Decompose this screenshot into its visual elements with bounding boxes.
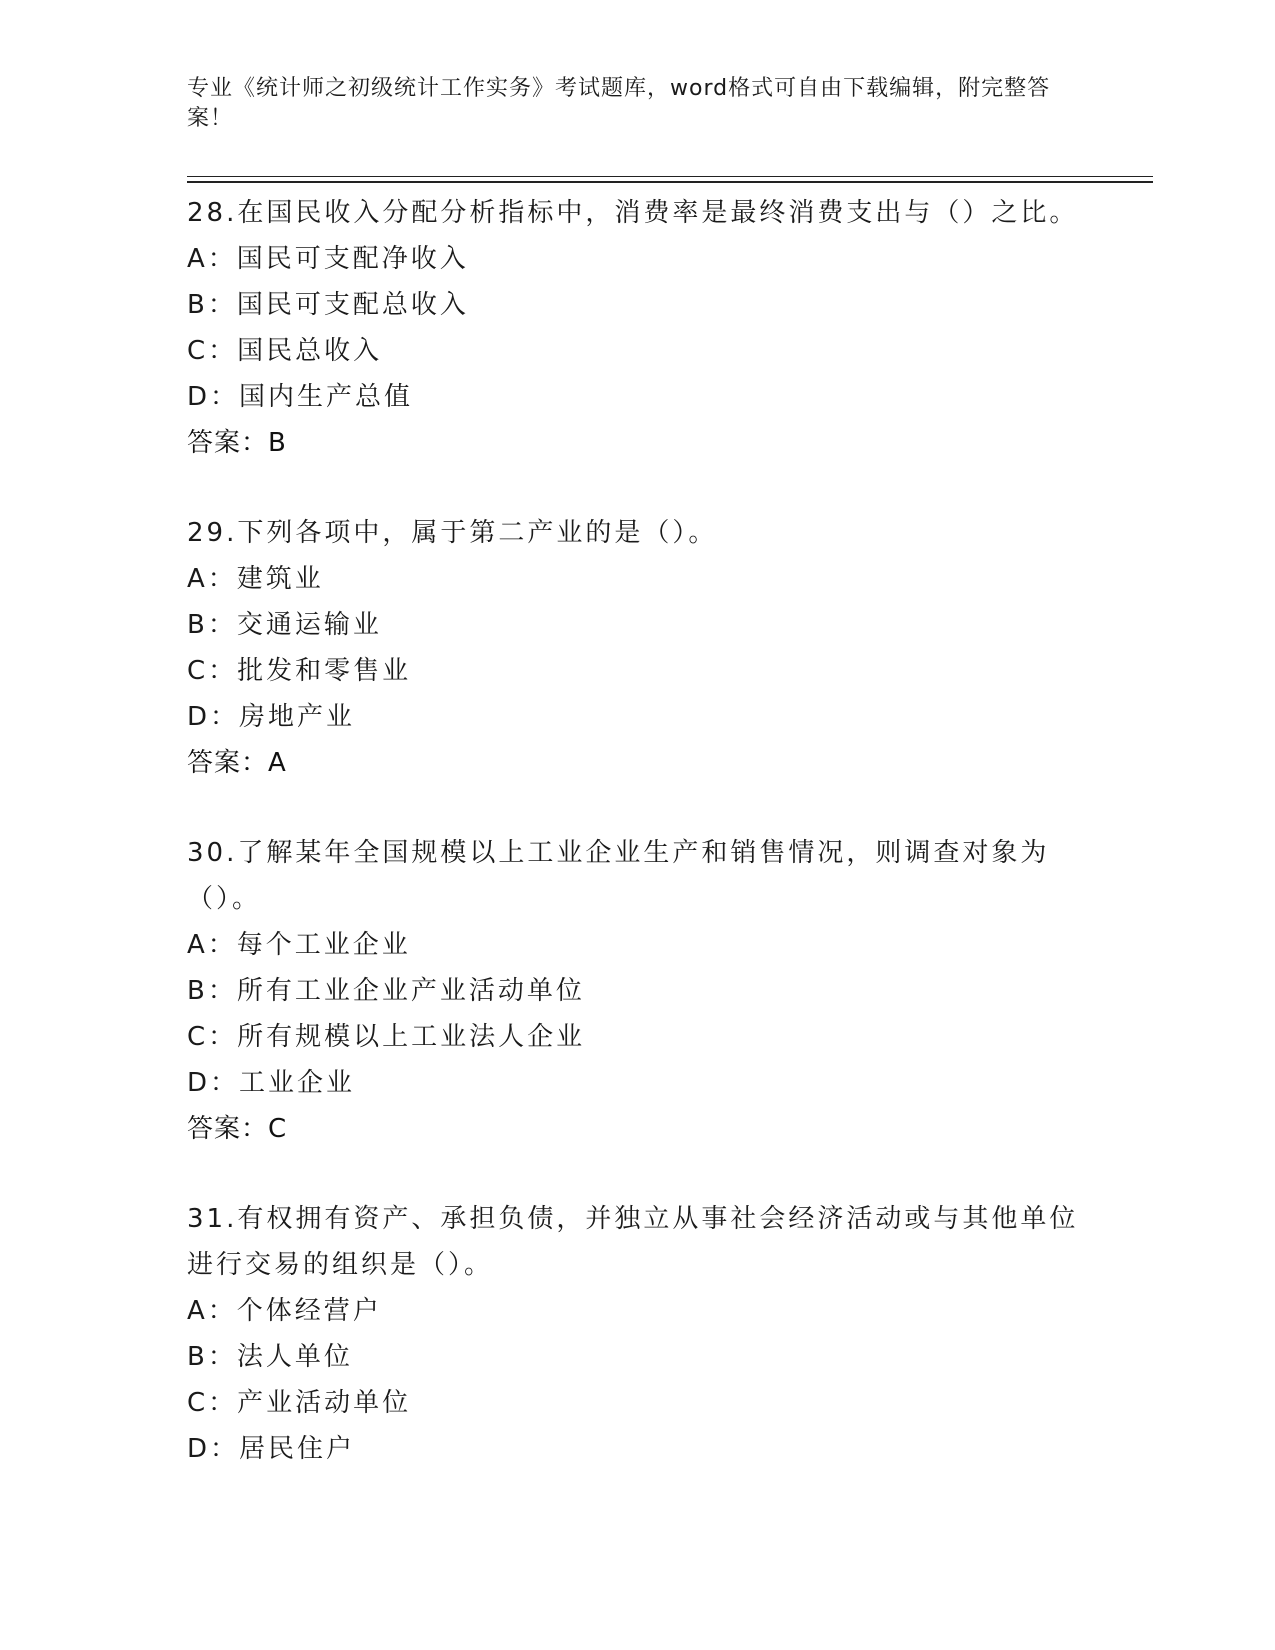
option-d: D：居民住户	[187, 1434, 356, 1464]
option-b: B：国民可支配总收入	[187, 290, 469, 320]
option-a: A：建筑业	[187, 564, 324, 594]
header-divider-thick	[187, 181, 1153, 183]
answer-label: 答案：C	[187, 1114, 288, 1144]
answer-label: 答案：A	[187, 748, 287, 778]
question-29	[187, 510, 1087, 786]
option-c: C：批发和零售业	[187, 656, 412, 686]
option-c: C：所有规模以上工业法人企业	[187, 1022, 586, 1052]
question-28	[187, 190, 1087, 466]
option-d: D：国内生产总值	[187, 382, 414, 412]
answer-label: 答案：B	[187, 428, 287, 458]
option-d: D：房地产业	[187, 702, 356, 732]
option-a: A：国民可支配净收入	[187, 244, 469, 274]
question-31	[187, 1196, 1087, 1472]
question-text: 28.在国民收入分配分析指标中，消费率是最终消费支出与（）之比。	[187, 198, 1079, 228]
option-c: C：产业活动单位	[187, 1388, 412, 1418]
option-b: B：法人单位	[187, 1342, 353, 1372]
header-divider-thin	[187, 176, 1153, 177]
question-30	[187, 830, 1087, 1152]
document-header: 专业《统计师之初级统计工作实务》考试题库，word格式可自由下载编辑，附完整答案！	[187, 76, 1051, 131]
question-text: 30.了解某年全国规模以上工业企业生产和销售情况，则调查对象为（）。	[187, 838, 1050, 914]
option-a: A：每个工业企业	[187, 930, 411, 960]
option-b: B：交通运输业	[187, 610, 382, 640]
option-d: D：工业企业	[187, 1068, 356, 1098]
question-list	[187, 190, 1087, 1516]
option-b: B：所有工业企业产业活动单位	[187, 976, 585, 1006]
option-a: A：个体经营户	[187, 1296, 382, 1326]
question-text: 31.有权拥有资产、承担负债，并独立从事社会经济活动或与其他单位进行交易的组织是（）。	[187, 1204, 1079, 1280]
option-c: C：国民总收入	[187, 336, 383, 366]
question-text: 29.下列各项中，属于第二产业的是（）。	[187, 518, 718, 548]
